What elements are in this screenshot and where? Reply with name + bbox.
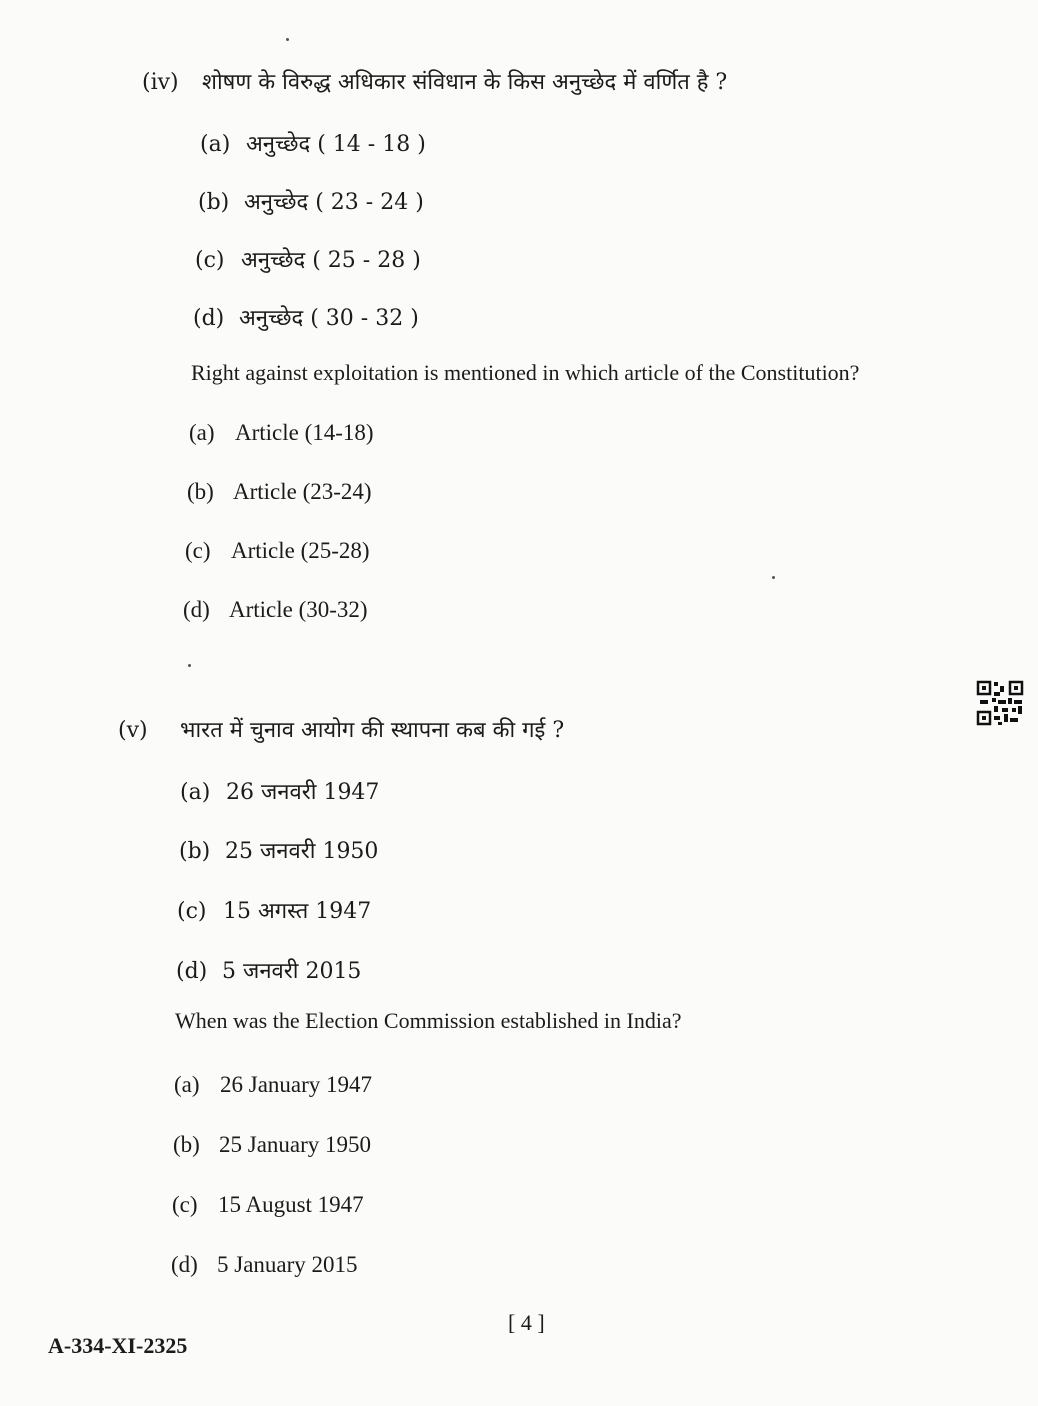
option-hindi <box>198 186 424 216</box>
option-label: (a) <box>180 780 211 805</box>
option-label: (b) <box>173 1132 200 1157</box>
option-hindi <box>200 128 426 158</box>
scan-speck <box>772 576 775 579</box>
option-text: 15 August 1947 <box>218 1192 364 1217</box>
option-label: (d) <box>183 597 210 622</box>
option-text: अनुच्छेद ( 25 - 28 ) <box>241 248 421 273</box>
paper-code: A-334-XI-2325 <box>48 1333 188 1358</box>
option-text: 5 January 2015 <box>217 1252 358 1277</box>
option-english <box>185 538 370 564</box>
option-label: (c) <box>177 899 207 924</box>
option-label: (c) <box>185 538 211 563</box>
option-text: 15 अगस्त 1947 <box>223 899 372 924</box>
option-text: Article (25-28) <box>231 538 370 563</box>
option-label: (b) <box>179 839 211 864</box>
option-text: Article (23-24) <box>233 479 372 504</box>
option-hindi <box>177 895 371 925</box>
option-hindi <box>176 955 361 985</box>
question-number: (iv) <box>142 70 179 95</box>
option-label: (a) <box>200 132 231 157</box>
option-english <box>173 1132 371 1158</box>
option-text: अनुच्छेद ( 23 - 24 ) <box>244 190 424 215</box>
option-label: (d) <box>193 306 225 331</box>
option-text: अनुच्छेद ( 30 - 32 ) <box>239 306 419 331</box>
question-text-hindi: भारत में चुनाव आयोग की स्थापना कब की गई ? <box>180 718 565 743</box>
question-text-english: Right against exploitation is mentioned in which article of the Constitution? <box>191 360 860 385</box>
option-english <box>174 1072 372 1098</box>
option-english <box>183 597 368 623</box>
option-english <box>172 1192 364 1218</box>
option-label: (d) <box>176 959 208 984</box>
option-text: 25 January 1950 <box>219 1132 372 1157</box>
option-text: Article (14-18) <box>235 420 374 445</box>
question-number: (v) <box>118 718 148 743</box>
option-text: 26 January 1947 <box>220 1072 373 1097</box>
option-label: (b) <box>198 190 230 215</box>
option-hindi <box>179 835 378 865</box>
option-label: (c) <box>195 248 225 273</box>
option-text: 26 जनवरी 1947 <box>226 780 380 805</box>
question-text-english: When was the Election Commission established in India? <box>175 1008 682 1033</box>
option-english <box>171 1252 358 1278</box>
option-english <box>189 420 374 446</box>
option-text: 5 जनवरी 2015 <box>222 959 362 984</box>
option-text: अनुच्छेद ( 14 - 18 ) <box>246 132 426 157</box>
option-label: (d) <box>171 1252 198 1277</box>
option-label: (a) <box>189 420 215 445</box>
question-text-hindi: शोषण के विरुद्ध अधिकार संविधान के किस अनुच्छेद में वर्णित है ? <box>202 70 728 95</box>
option-hindi <box>180 776 379 806</box>
scan-speck <box>188 664 191 667</box>
option-label: (b) <box>187 479 214 504</box>
qr-code-icon <box>976 680 1024 726</box>
scan-speck <box>286 38 289 41</box>
option-label: (a) <box>174 1072 200 1097</box>
option-text: 25 जनवरी 1950 <box>225 839 379 864</box>
page-number: [ 4 ] <box>508 1310 545 1335</box>
option-hindi <box>193 302 419 332</box>
option-hindi <box>195 244 421 274</box>
option-english <box>187 479 372 505</box>
option-label: (c) <box>172 1192 198 1217</box>
option-text: Article (30-32) <box>229 597 368 622</box>
